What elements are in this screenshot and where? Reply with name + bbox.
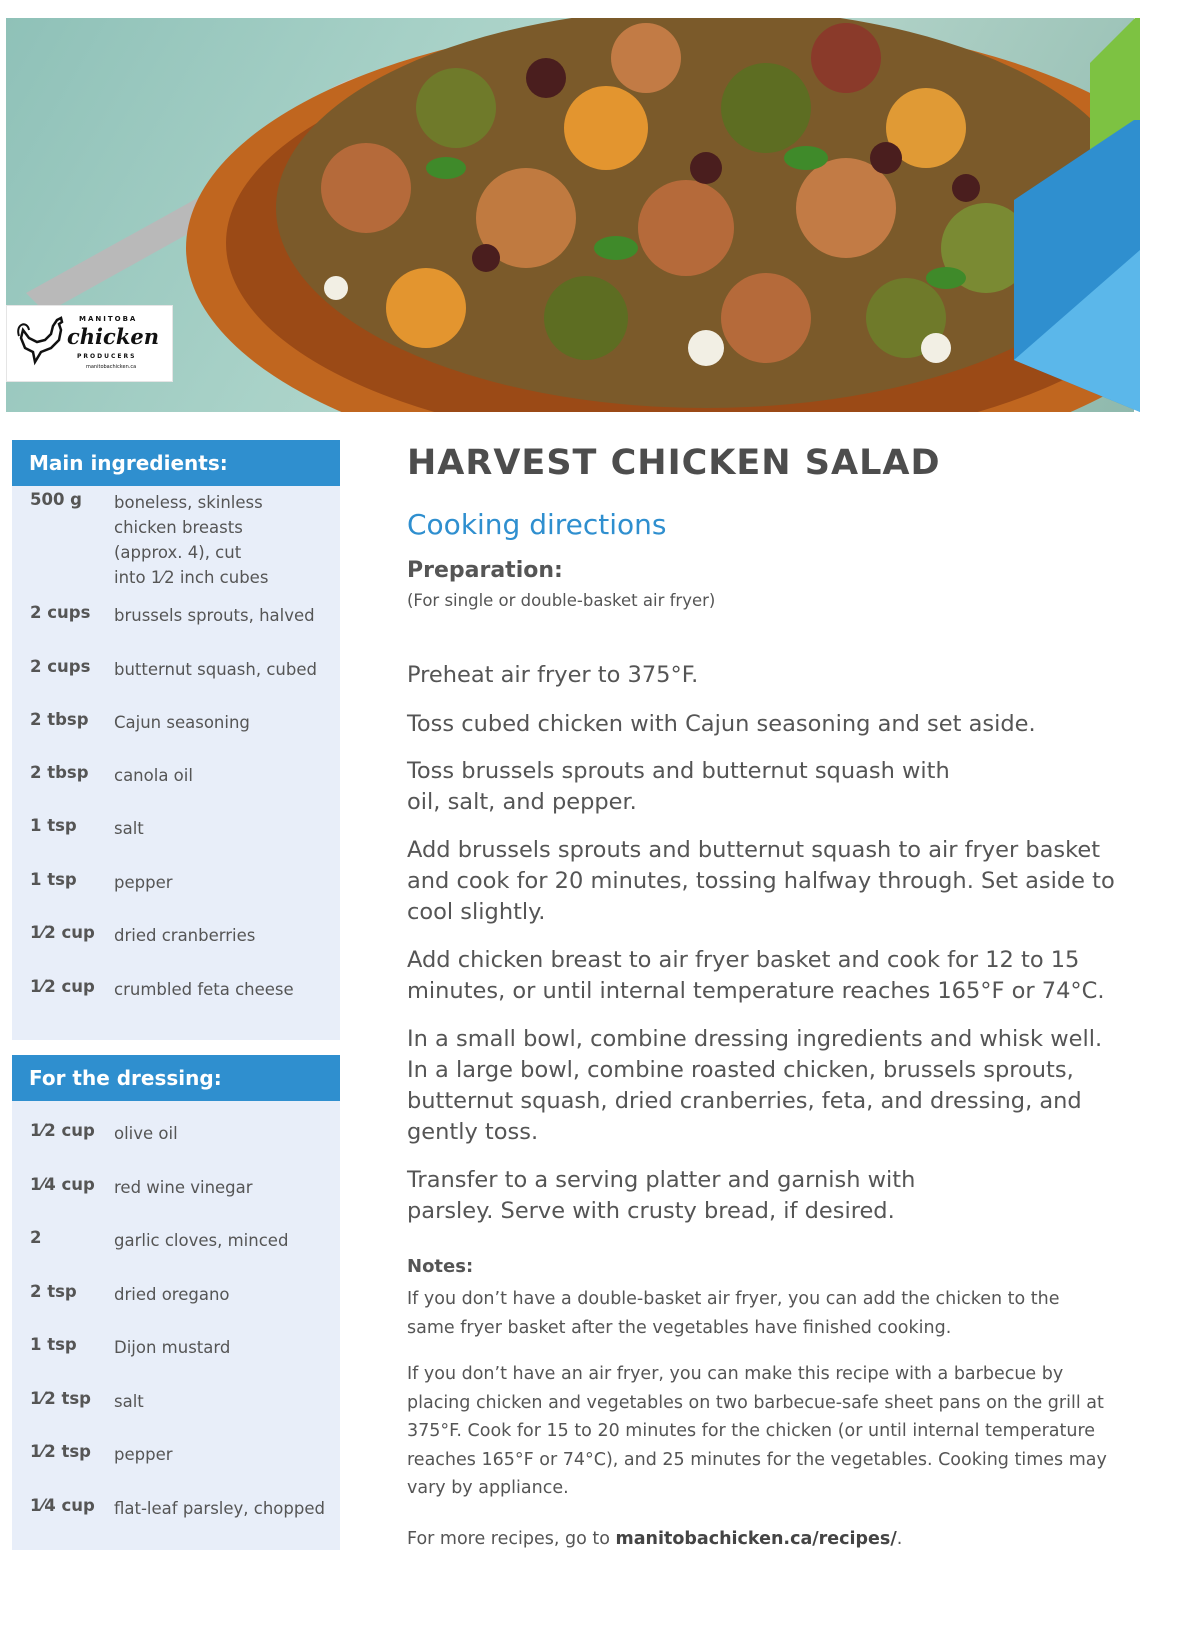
ingredient-name: salt xyxy=(114,1392,144,1411)
ingredient-qty: 2 cups xyxy=(30,657,91,676)
ingredient-qty: 2 tbsp xyxy=(30,710,89,729)
ingredient-name: Dijon mustard xyxy=(114,1338,231,1357)
note-1: If you don’t have a double-basket air fryer, you can add the chicken to the same fryer basket after the vegetables have finished cooking. xyxy=(407,1289,1060,1338)
ingredient-qty: 2 cups xyxy=(30,603,91,622)
ingredient-name: boneless, skinless chicken breasts (approx. 4), cut into 1⁄2 inch cubes xyxy=(114,493,269,587)
more-recipes-suffix: . xyxy=(896,1529,903,1549)
ingredient-name: olive oil xyxy=(114,1124,178,1143)
blue-corner-shape xyxy=(1014,120,1140,420)
logo-url-text: manitobachicken.ca xyxy=(86,364,137,370)
ingredient-name: flat-leaf parsley, chopped xyxy=(114,1499,325,1518)
ingredient-name: red wine vinegar xyxy=(114,1178,253,1197)
step-5: Add chicken breast to air fryer basket and cook for 12 to 15 minutes, or until internal temperature reaches 165°F or 74°C. xyxy=(407,947,1105,1004)
ingredient-qty: 500 g xyxy=(30,490,82,509)
ingredient-qty: 1 tsp xyxy=(30,870,77,889)
ingredient-name: dried oregano xyxy=(114,1285,230,1304)
main-ingredients-panel xyxy=(12,440,340,1040)
ingredient-qty: 1⁄2 tsp xyxy=(30,1389,91,1408)
ingredient-qty: 1⁄4 cup xyxy=(30,1496,95,1515)
logo-top-text: MANITOBA xyxy=(79,315,138,323)
more-recipes-line xyxy=(407,1529,902,1549)
step-3: Toss brussels sprouts and butternut squash with oil, salt, and pepper. xyxy=(407,758,950,815)
ingredient-qty: 1⁄2 cup xyxy=(30,1121,95,1140)
notes-label: Notes: xyxy=(407,1256,474,1277)
more-recipes-prefix: For more recipes, go to xyxy=(407,1529,616,1549)
preparation-note: (For single or double-basket air fryer) xyxy=(407,591,716,610)
ingredient-name: salt xyxy=(114,819,144,838)
dressing-panel xyxy=(12,1055,340,1550)
ingredient-name: Cajun seasoning xyxy=(114,713,250,732)
ingredient-name: garlic cloves, minced xyxy=(114,1231,289,1250)
ingredient-qty: 1⁄4 cup xyxy=(30,1175,95,1194)
ingredient-qty: 1 tsp xyxy=(30,1335,77,1354)
manitoba-chicken-logo xyxy=(6,305,173,382)
recipe-title: HARVEST CHICKEN SALAD xyxy=(407,443,941,483)
ingredient-qty: 1⁄2 cup xyxy=(30,923,95,942)
step-1: Preheat air fryer to 375°F. xyxy=(407,662,699,688)
logo-sub-text: PRODUCERS xyxy=(77,353,137,360)
ingredient-name: crumbled feta cheese xyxy=(114,980,294,999)
preparation-label: Preparation: xyxy=(407,558,563,583)
rooster-icon xyxy=(15,314,70,369)
recipe-subtitle: Cooking directions xyxy=(407,508,667,541)
food-illustration xyxy=(6,18,1134,412)
ingredient-name: brussels sprouts, halved xyxy=(114,606,315,625)
step-2: Toss cubed chicken with Cajun seasoning and set aside. xyxy=(407,711,1036,737)
ingredient-qty: 1⁄2 cup xyxy=(30,977,95,996)
hero-photo xyxy=(6,18,1134,412)
main-ingredients-heading: Main ingredients: xyxy=(12,440,340,486)
ingredient-name: pepper xyxy=(114,1445,173,1464)
ingredient-qty: 2 xyxy=(30,1228,42,1247)
ingredient-qty: 1 tsp xyxy=(30,816,77,835)
step-7: Transfer to a serving platter and garnish with parsley. Serve with crusty bread, if desired. xyxy=(407,1167,916,1224)
dressing-heading: For the dressing: xyxy=(12,1055,340,1101)
ingredient-qty: 1⁄2 tsp xyxy=(30,1442,91,1461)
ingredient-name: butternut squash, cubed xyxy=(114,660,317,679)
note-2: If you don’t have an air fryer, you can make this recipe with a barbecue by placing chicken and vegetables on two barbecue-safe sheet pans on the grill at 375°F. Cook for 15 to 20 minutes for the chicken (or until internal temperature reaches 165°F or 74°C), and 25 minutes for the vegetables. Cooking times may vary by appliance. xyxy=(407,1364,1107,1498)
ingredient-name: pepper xyxy=(114,873,173,892)
step-6: In a small bowl, combine dressing ingredients and whisk well. In a large bowl, combine roasted chicken, brussels sprouts, butternut squash, dried cranberries, feta, and dressing, and gently toss. xyxy=(407,1026,1103,1145)
ingredient-qty: 2 tsp xyxy=(30,1282,77,1301)
ingredient-qty: 2 tbsp xyxy=(30,763,89,782)
step-4: Add brussels sprouts and butternut squash to air fryer basket and cook for 20 minutes, tossing halfway through. Set aside to cool slightly. xyxy=(407,837,1115,925)
ingredient-name: dried cranberries xyxy=(114,926,256,945)
more-recipes-link[interactable]: manitobachicken.ca/recipes/ xyxy=(615,1529,897,1549)
logo-main-text: chicken xyxy=(67,324,159,349)
ingredient-name: canola oil xyxy=(114,766,193,785)
